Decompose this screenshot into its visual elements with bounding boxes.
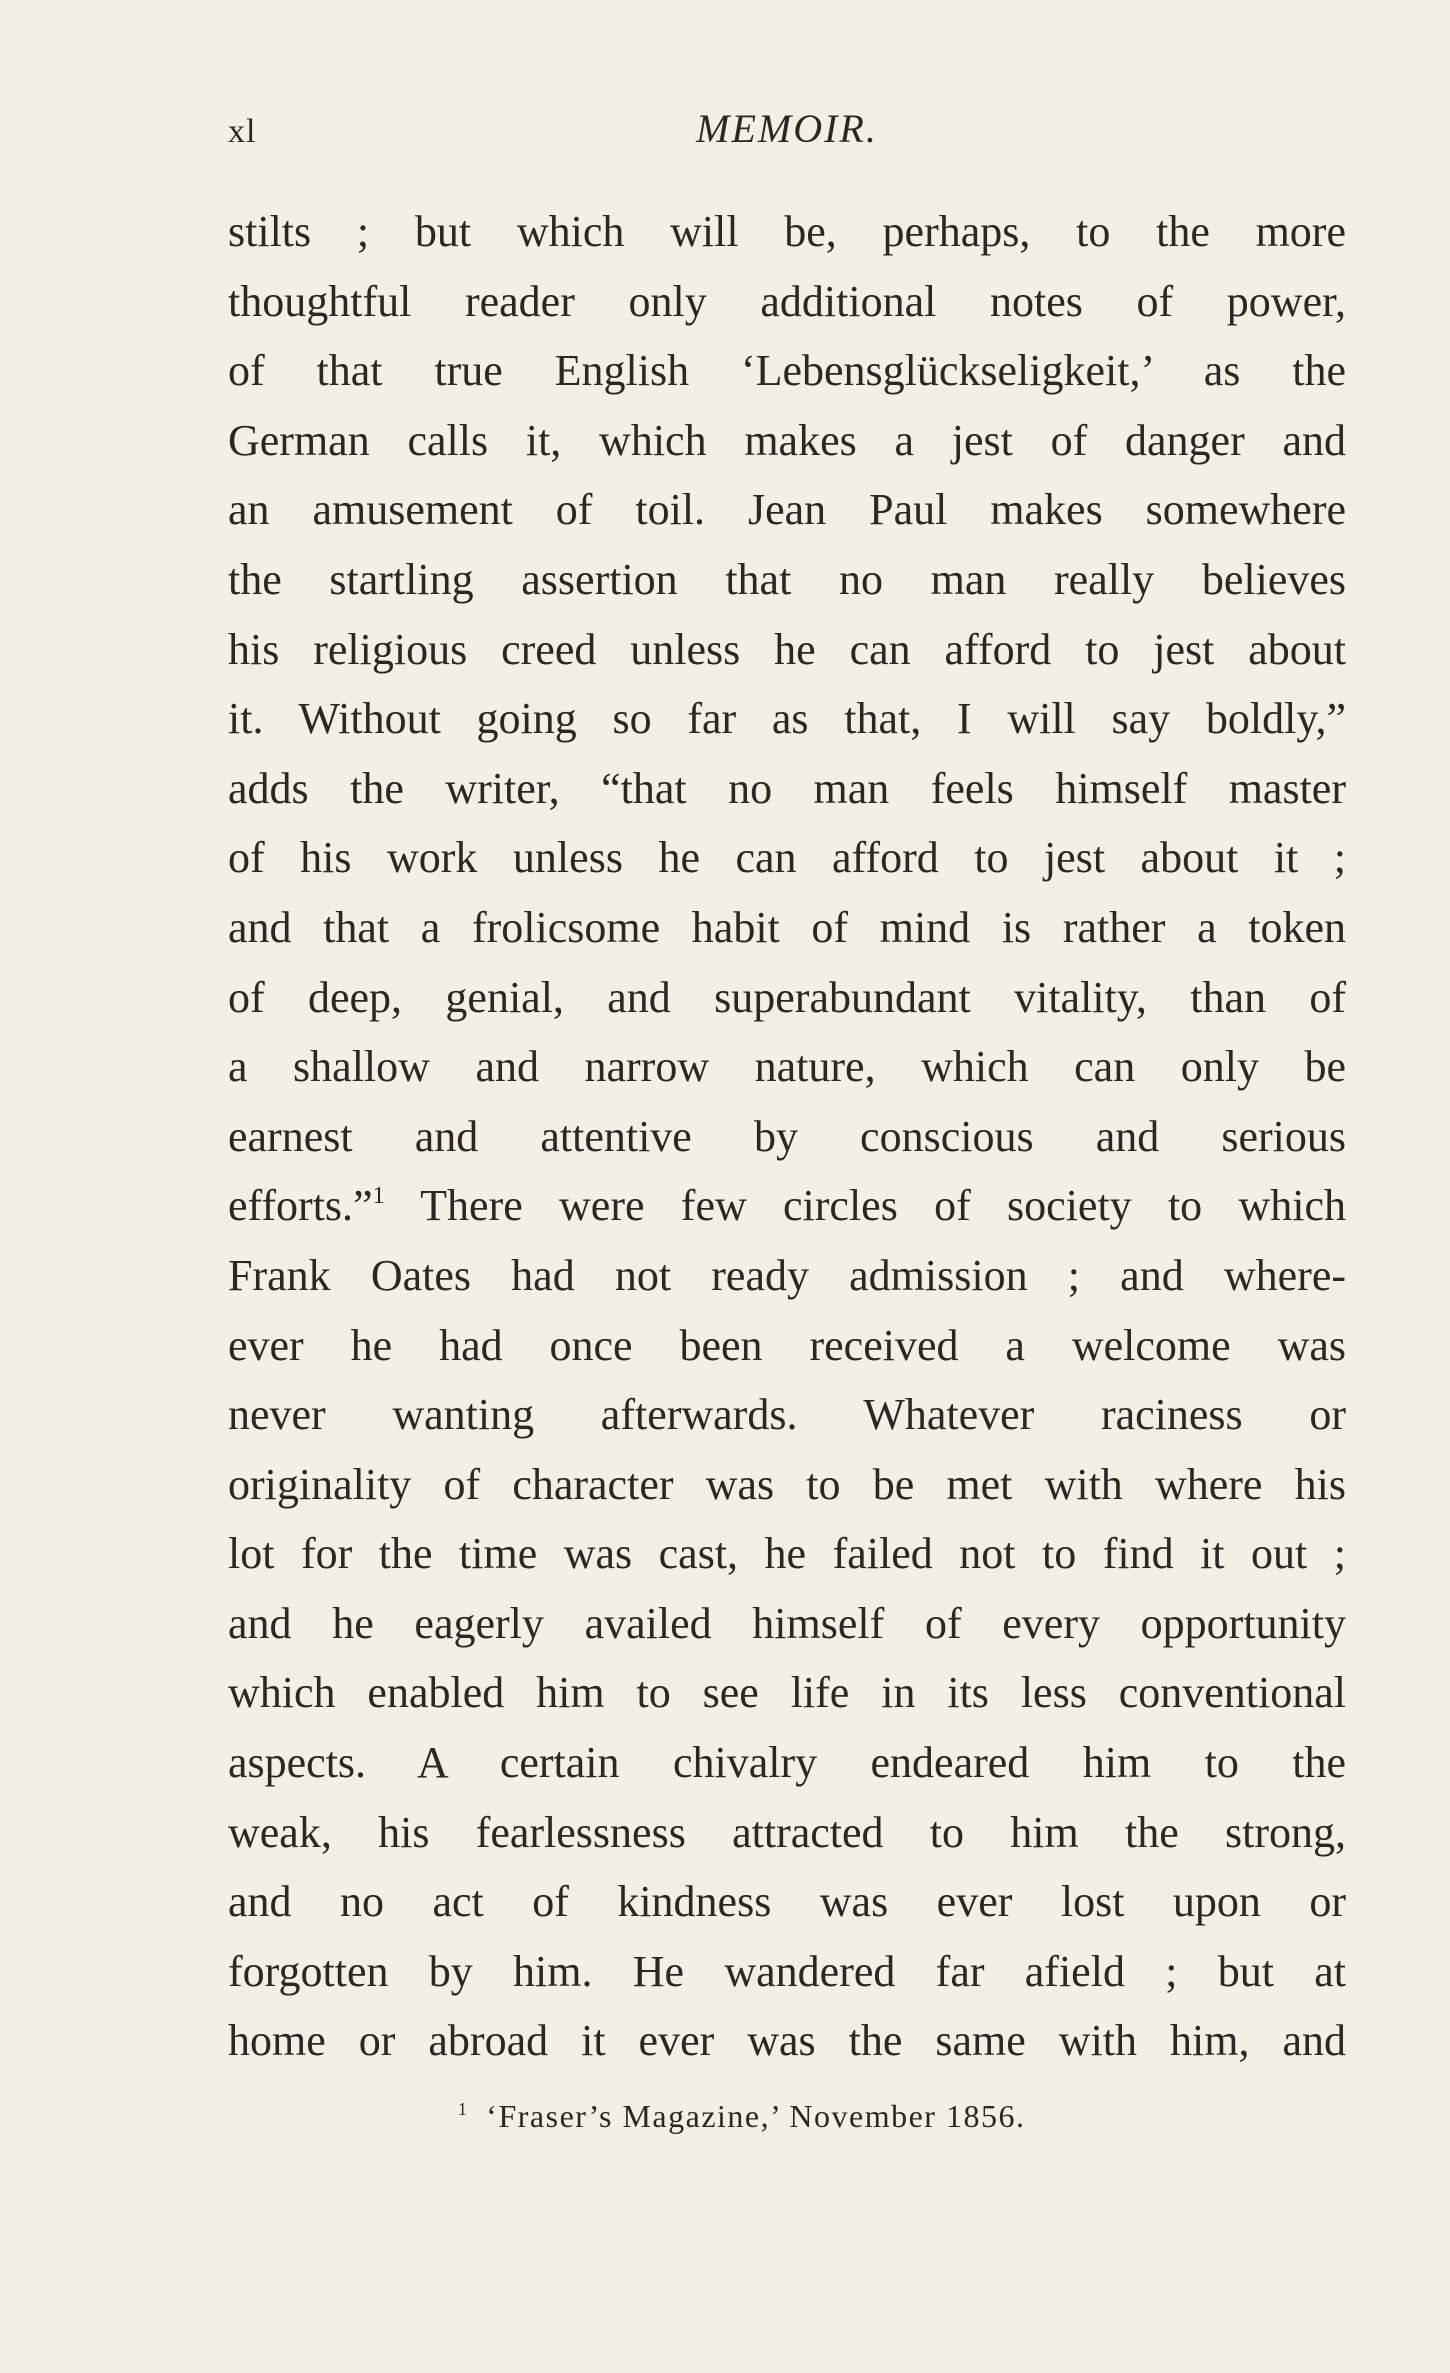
- body-text: [228, 197, 1346, 2076]
- text-line: an amusement of toil. Jean Paul makes somewhere: [228, 485, 1346, 535]
- footnote: [458, 2098, 1025, 2135]
- text-line: it. Without going so far as that, I will say boldly,”: [228, 694, 1346, 744]
- text-line: of that true English ‘Lebensglückseligkeit,’ as the: [228, 346, 1346, 396]
- text-line: the startling assertion that no man really believes: [228, 554, 1346, 604]
- text-line: which enabled him to see life in its less conventional: [228, 1668, 1346, 1718]
- text-line: and he eagerly availed himself of every opportunity: [228, 1598, 1346, 1648]
- page-header: [228, 105, 1346, 165]
- text-line: adds the writer, “that no man feels himself master: [228, 763, 1346, 813]
- text-line: German calls it, which makes a jest of danger and: [228, 415, 1346, 465]
- text-line: weak, his fearlessness attracted to him the strong,: [228, 1807, 1346, 1857]
- text-line: originality of character was to be met with where his: [228, 1459, 1346, 1509]
- text-line: thoughtful reader only additional notes of power,: [228, 276, 1346, 326]
- text-segment: There were few circles of society to which: [384, 1181, 1346, 1231]
- text-line: home or abroad it ever was the same with him, and: [228, 2016, 1346, 2066]
- text-line: forgotten by him. He wandered far afield ; but at: [228, 1946, 1346, 1996]
- text-line: and that a frolicsome habit of mind is rather a token: [228, 902, 1346, 952]
- text-line: his religious creed unless he can afford to jest about: [228, 624, 1346, 674]
- text-line: ever he had once been received a welcome was: [228, 1320, 1346, 1370]
- text-line: aspects. A certain chivalry endeared him to the: [228, 1738, 1346, 1788]
- text-line: of deep, genial, and superabundant vitality, than of: [228, 972, 1346, 1022]
- text-segment: efforts.”: [228, 1181, 373, 1231]
- text-line: earnest and attentive by conscious and serious: [228, 1111, 1346, 1161]
- page-number: xl: [228, 113, 257, 150]
- text-line: never wanting afterwards. Whatever raciness or: [228, 1390, 1346, 1440]
- text-line: of his work unless he can afford to jest about it ;: [228, 833, 1346, 883]
- text-line: and no act of kindness was ever lost upon or: [228, 1877, 1346, 1927]
- text-line: lot for the time was cast, he failed not to find it out ;: [228, 1529, 1346, 1579]
- footnote-mark: 1: [458, 2098, 469, 2119]
- text-line: stilts ; but which will be, perhaps, to the more: [228, 207, 1346, 256]
- footnote-text: ‘Fraser’s Magazine,’ November 1856.: [486, 2098, 1026, 2134]
- text-line-with-footnote-ref: [228, 1171, 1346, 1241]
- text-line: a shallow and narrow nature, which can only be: [228, 1042, 1346, 1092]
- running-head: MEMOIR.: [696, 106, 878, 151]
- footnote-reference[interactable]: 1: [372, 1182, 385, 1210]
- text-line: Frank Oates had not ready admission ; and where-: [228, 1250, 1346, 1300]
